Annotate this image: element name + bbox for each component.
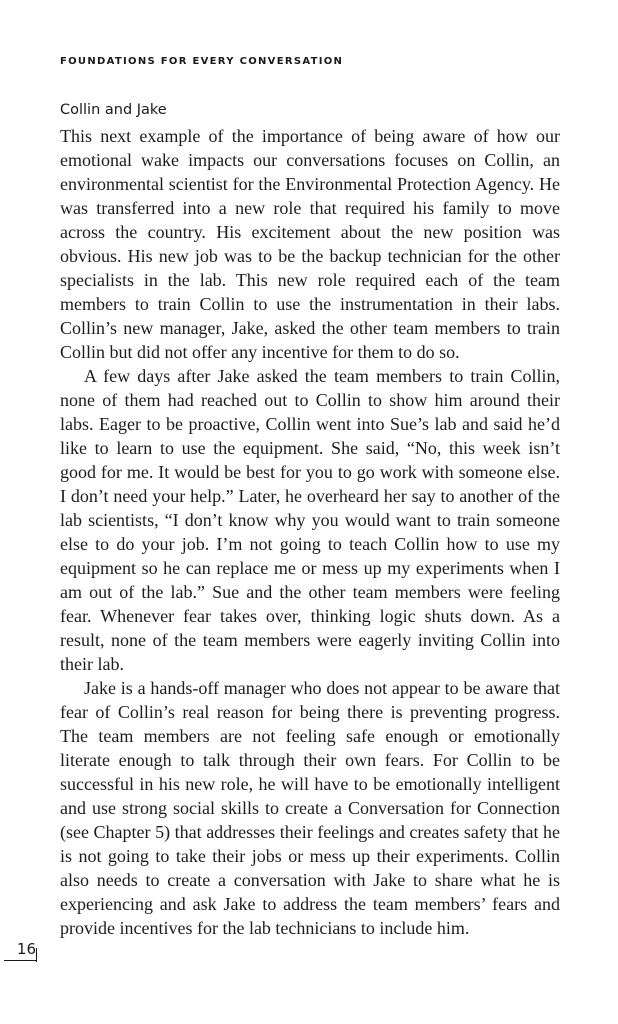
running-head: FOUNDATIONS FOR EVERY CONVERSATION bbox=[60, 56, 344, 67]
paragraph-2: A few days after Jake asked the team members to train Collin, none of them had reached out to Collin to show him around their labs. Eager to be proactive, Collin went into Sue’s lab and said he’d like to learn to use the equipment. She said, “No, this week isn’t good for me. It would be best for you to go work with someone else. I don’t need your help.” Later, he overheard her say to another of the lab scientists, “I don’t know why you would want to train someone else to do your job. I’m not going to teach Collin how to use my equipment so he can replace me or mess up my experiments when I am out of the lab.” Sue and the other team members were feeling fear. Whenever fear takes over, thinking logic shuts down. As a result, none of the team members were eagerly inviting Collin into their lab. bbox=[60, 366, 560, 674]
paragraph-1: This next example of the importance of being aware of how our emotional wake impacts our conversations focuses on Collin, an environmental scientist for the Environmental Protection Agency. He was transferred into a new role that required his family to move across the country. His excitement about the new position was obvious. His new job was to be the backup technician for the other specialists in the lab. This new role required each of the team members to train Collin to use the instrumentation in their labs. Collin’s new manager, Jake, asked the other team members to train Collin but did not offer any incentive for them to do so. bbox=[60, 126, 560, 362]
page-number: 16 bbox=[4, 940, 36, 961]
section-heading: Collin and Jake bbox=[60, 102, 167, 118]
paragraph-3: Jake is a hands-off manager who does not appear to be aware that fear of Collin’s real reason for being there is preventing progress. The team members are not feeling safe enough or emotionally literate enough to talk through their own fears. For Collin to be successful in his new role, he will have to be emotionally intelligent and use strong social skills to create a Conversation for Connection (see Chapter 5) that addresses their feelings and creates safety that he is not going to take their jobs or mess up their experiments. Collin also needs to create a conversation with Jake to share what he is experiencing and ask Jake to address the team members’ fears and provide incentives for the lab technicians to include him. bbox=[60, 678, 560, 938]
folio-rule bbox=[36, 948, 37, 962]
body-text bbox=[60, 124, 560, 940]
